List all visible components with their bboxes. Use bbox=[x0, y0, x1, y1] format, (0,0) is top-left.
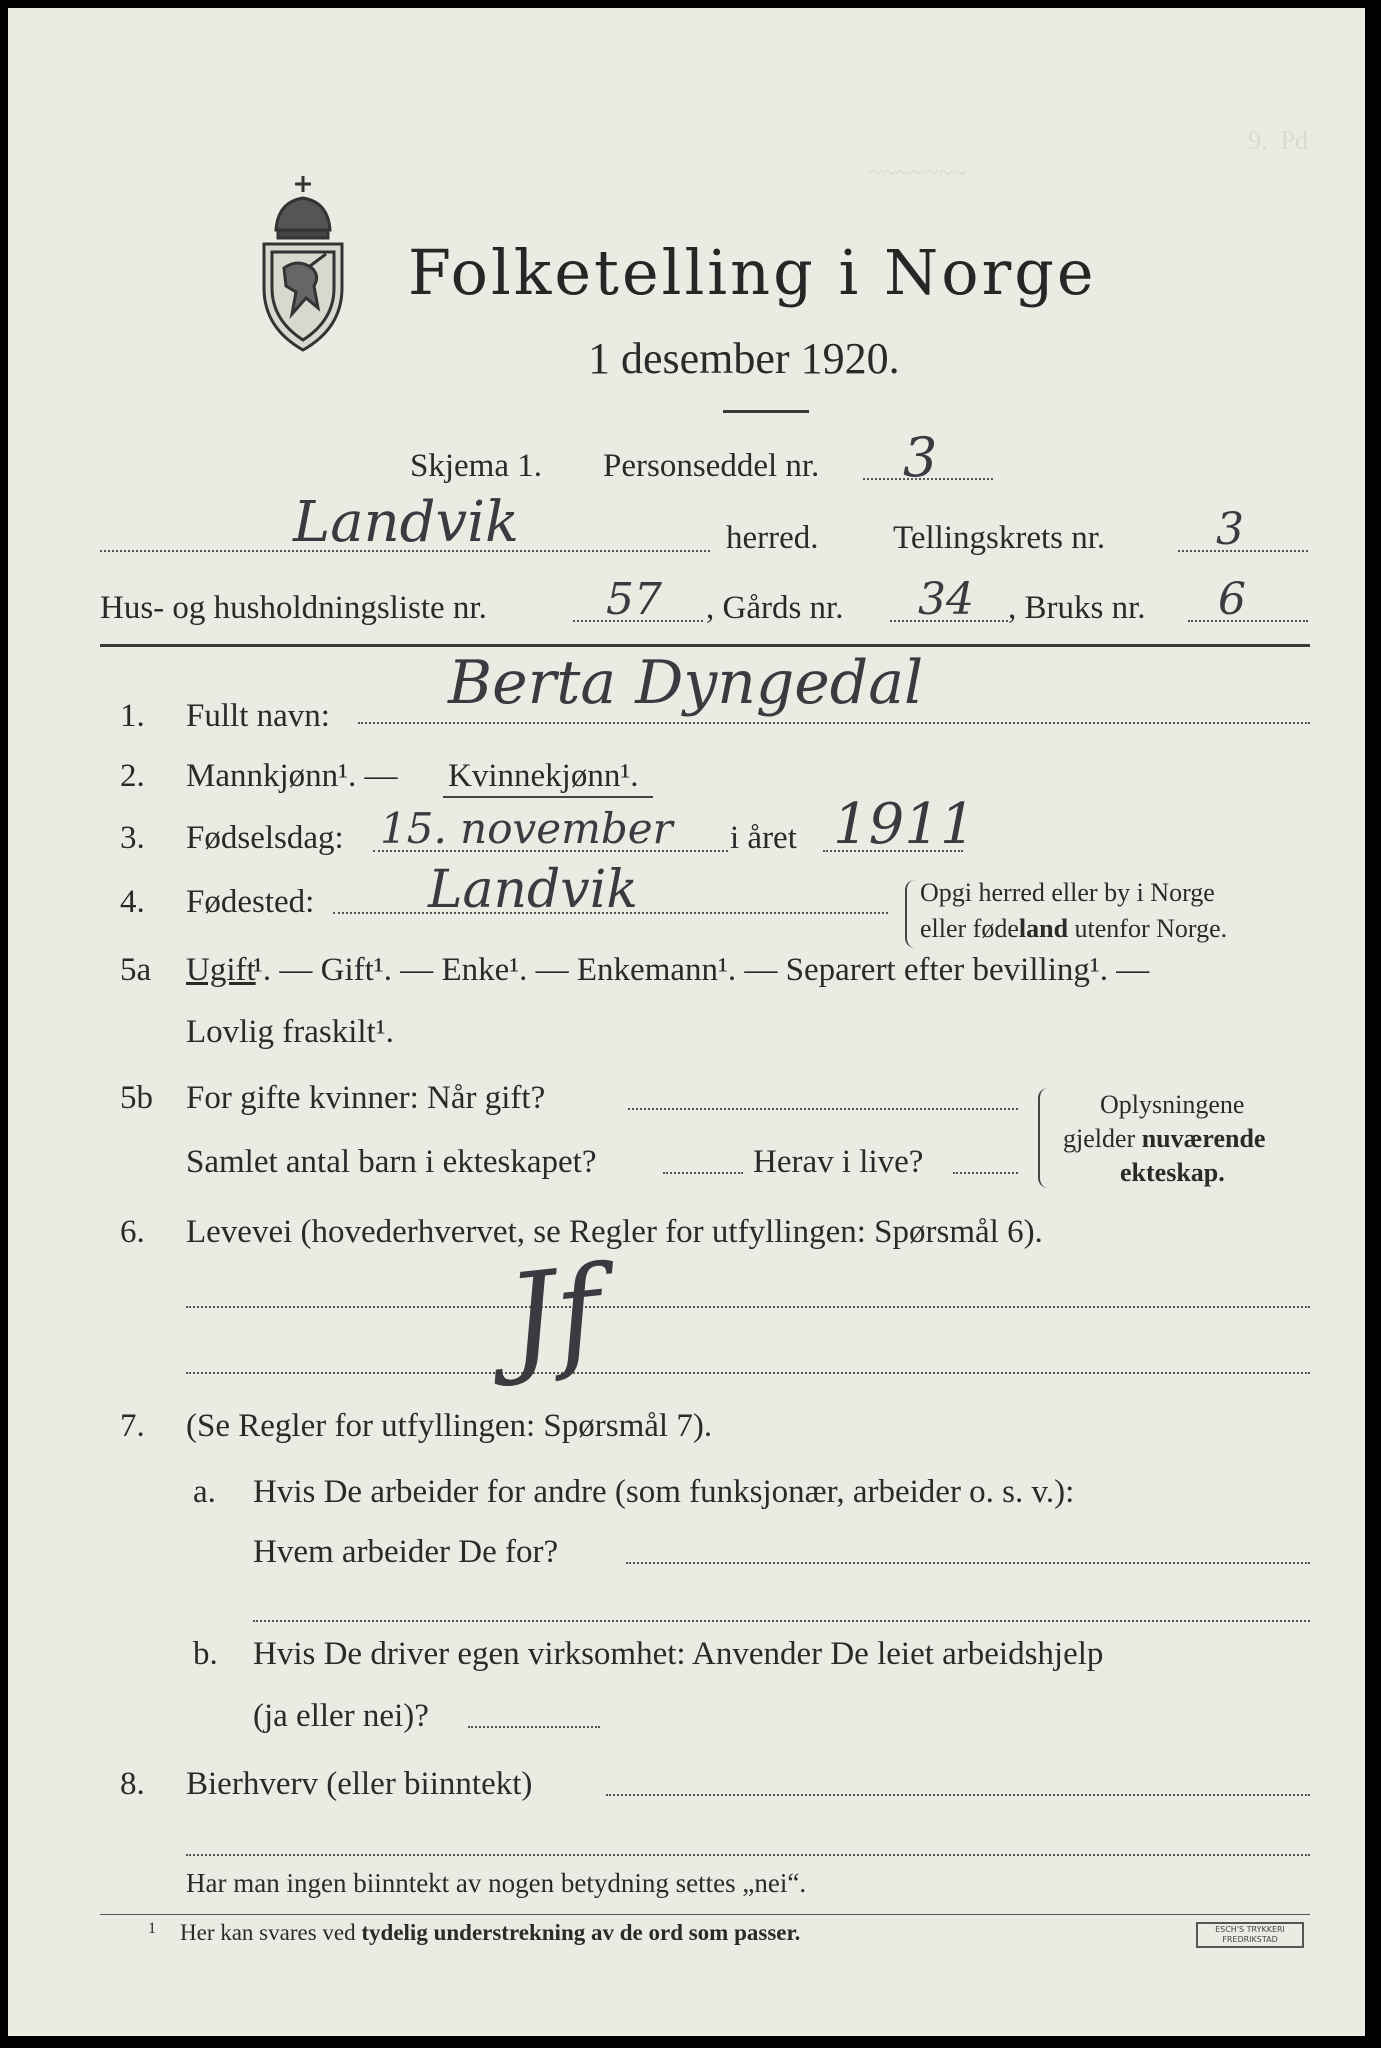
coat-of-arms-icon bbox=[248, 168, 358, 358]
q5b-note-bracket bbox=[1038, 1088, 1050, 1188]
q4-number: 4. bbox=[120, 884, 145, 920]
q5b-married-line bbox=[628, 1108, 1018, 1110]
q3-year-label: i året bbox=[730, 820, 797, 856]
q6-number: 6. bbox=[120, 1214, 145, 1250]
q5a-number: 5a bbox=[120, 952, 152, 988]
q5b-number: 5b bbox=[120, 1080, 153, 1116]
q6-label: Levevei (hovederhvervet, se Regler for utfyllingen: Spørsmål 6). bbox=[186, 1214, 1043, 1250]
q7b-yes-no-label: (ja eller nei)? bbox=[253, 1698, 429, 1734]
census-form-page bbox=[8, 8, 1365, 2036]
bruks-label: , Bruks nr. bbox=[1008, 590, 1146, 626]
title-divider bbox=[723, 410, 809, 413]
q5b-note-line2: gjelder nuværende bbox=[1063, 1124, 1266, 1153]
herred-value[interactable]: Landvik bbox=[293, 490, 519, 555]
q6-occupation[interactable]: Jf bbox=[500, 1241, 608, 1390]
q5a-ugift-option[interactable]: Ugift bbox=[186, 952, 256, 988]
gards-value[interactable]: 34 bbox=[918, 574, 974, 625]
q5b-married-when: For gifte kvinner: Når gift? bbox=[186, 1080, 546, 1116]
q1-line bbox=[358, 722, 1310, 724]
q1-full-name[interactable]: Berta Dyngedal bbox=[448, 648, 924, 718]
footer-note: Har man ingen biinntekt av nogen betydning settes „nei“. bbox=[186, 1868, 807, 1898]
q5b-children-total: Samlet antal barn i ekteskapet? bbox=[186, 1144, 597, 1180]
q6-line-2 bbox=[186, 1372, 1310, 1374]
q5b-children-alive: Herav i live? bbox=[753, 1144, 924, 1180]
q4-note-line1: Opgi herred eller by i Norge bbox=[920, 878, 1215, 907]
schema-label: Skjema 1. bbox=[410, 448, 542, 484]
tellingskrets-label: Tellingskrets nr. bbox=[893, 520, 1106, 556]
form-date: 1 desember 1920. bbox=[588, 334, 900, 383]
footer-rule bbox=[100, 1914, 1310, 1915]
bruks-line bbox=[1188, 620, 1308, 622]
q7a-letter: a. bbox=[193, 1474, 216, 1510]
q1-number: 1. bbox=[120, 698, 145, 734]
q5b-alive-line bbox=[953, 1172, 1018, 1174]
bleed-through-text: 9. Pd bbox=[1248, 126, 1308, 155]
q7a-employer-line-2 bbox=[253, 1620, 1310, 1622]
q2-number: 2. bbox=[120, 758, 145, 794]
q3-number: 3. bbox=[120, 820, 145, 856]
q3-label: Fødselsdag: bbox=[186, 820, 344, 856]
q2-underline bbox=[443, 796, 653, 798]
q7-number: 7. bbox=[120, 1408, 145, 1444]
q1-label: Fullt navn: bbox=[186, 698, 330, 734]
q7b-yes-no-line bbox=[468, 1726, 600, 1728]
husliste-value[interactable]: 57 bbox=[606, 574, 662, 625]
section-divider bbox=[100, 644, 1310, 647]
q5b-children-line bbox=[663, 1172, 743, 1174]
printer-stamp: ESCH'S TRYKKERI FREDRIKSTAD bbox=[1196, 1922, 1304, 1948]
personseddel-label: Personseddel nr. bbox=[603, 448, 820, 484]
q8-line-2 bbox=[186, 1854, 1310, 1856]
q8-line-1 bbox=[606, 1794, 1310, 1796]
q7-label: (Se Regler for utfyllingen: Spørsmål 7). bbox=[186, 1408, 713, 1444]
q5a-fraskilt-option[interactable]: Lovlig fraskilt¹. bbox=[186, 1014, 394, 1050]
q5b-note-line3: ekteskap. bbox=[1120, 1158, 1225, 1187]
tellingskrets-value[interactable]: 3 bbox=[1216, 504, 1244, 555]
q4-note-bracket bbox=[905, 880, 917, 948]
herred-label: herred. bbox=[726, 520, 819, 556]
q7b-letter: b. bbox=[193, 1636, 218, 1672]
q7a-employer-line bbox=[626, 1562, 1310, 1564]
q7a-question: Hvis De arbeider for andre (som funksjonær, arbeider o. s. v.): bbox=[253, 1474, 1075, 1510]
q7b-question: Hvis De driver egen virksomhet: Anvender De leiet arbeidshjelp bbox=[253, 1636, 1104, 1672]
q4-note-line2: eller fødeland utenfor Norge. bbox=[920, 914, 1228, 943]
q5a-status-options[interactable]: ¹. — Gift¹. — Enke¹. — Enkemann¹. — Separert efter bevilling¹. — bbox=[253, 952, 1150, 988]
q3-birth-year[interactable]: 1911 bbox=[833, 792, 976, 857]
husliste-label: Hus- og husholdningsliste nr. bbox=[100, 590, 487, 626]
q4-birthplace[interactable]: Landvik bbox=[428, 860, 638, 920]
q8-label: Bierhverv (eller biinntekt) bbox=[186, 1766, 533, 1802]
personseddel-value[interactable]: 3 bbox=[903, 426, 938, 489]
q8-number: 8. bbox=[120, 1766, 145, 1802]
q2-male-option[interactable]: Mannkjønn¹. — bbox=[186, 758, 398, 794]
q7a-employer-label: Hvem arbeider De for? bbox=[253, 1534, 559, 1570]
bruks-value[interactable]: 6 bbox=[1218, 574, 1246, 625]
bleed-through-text: ~~~~~~~ bbox=[868, 158, 967, 187]
footnote-text: Her kan svares ved tydelig understrekning av de ord som passer. bbox=[180, 1920, 801, 1945]
q4-label: Fødested: bbox=[186, 884, 315, 920]
q3-birth-day[interactable]: 15. november bbox=[380, 804, 673, 853]
q6-line-1 bbox=[186, 1306, 1310, 1308]
footnote-mark: 1 bbox=[148, 1920, 156, 1937]
gards-label: , Gårds nr. bbox=[706, 590, 844, 626]
form-title: Folketelling i Norge bbox=[408, 236, 1097, 309]
q5b-note-line1: Oplysningene bbox=[1100, 1090, 1245, 1119]
q2-female-option[interactable]: Kvinnekjønn¹. bbox=[448, 758, 639, 794]
